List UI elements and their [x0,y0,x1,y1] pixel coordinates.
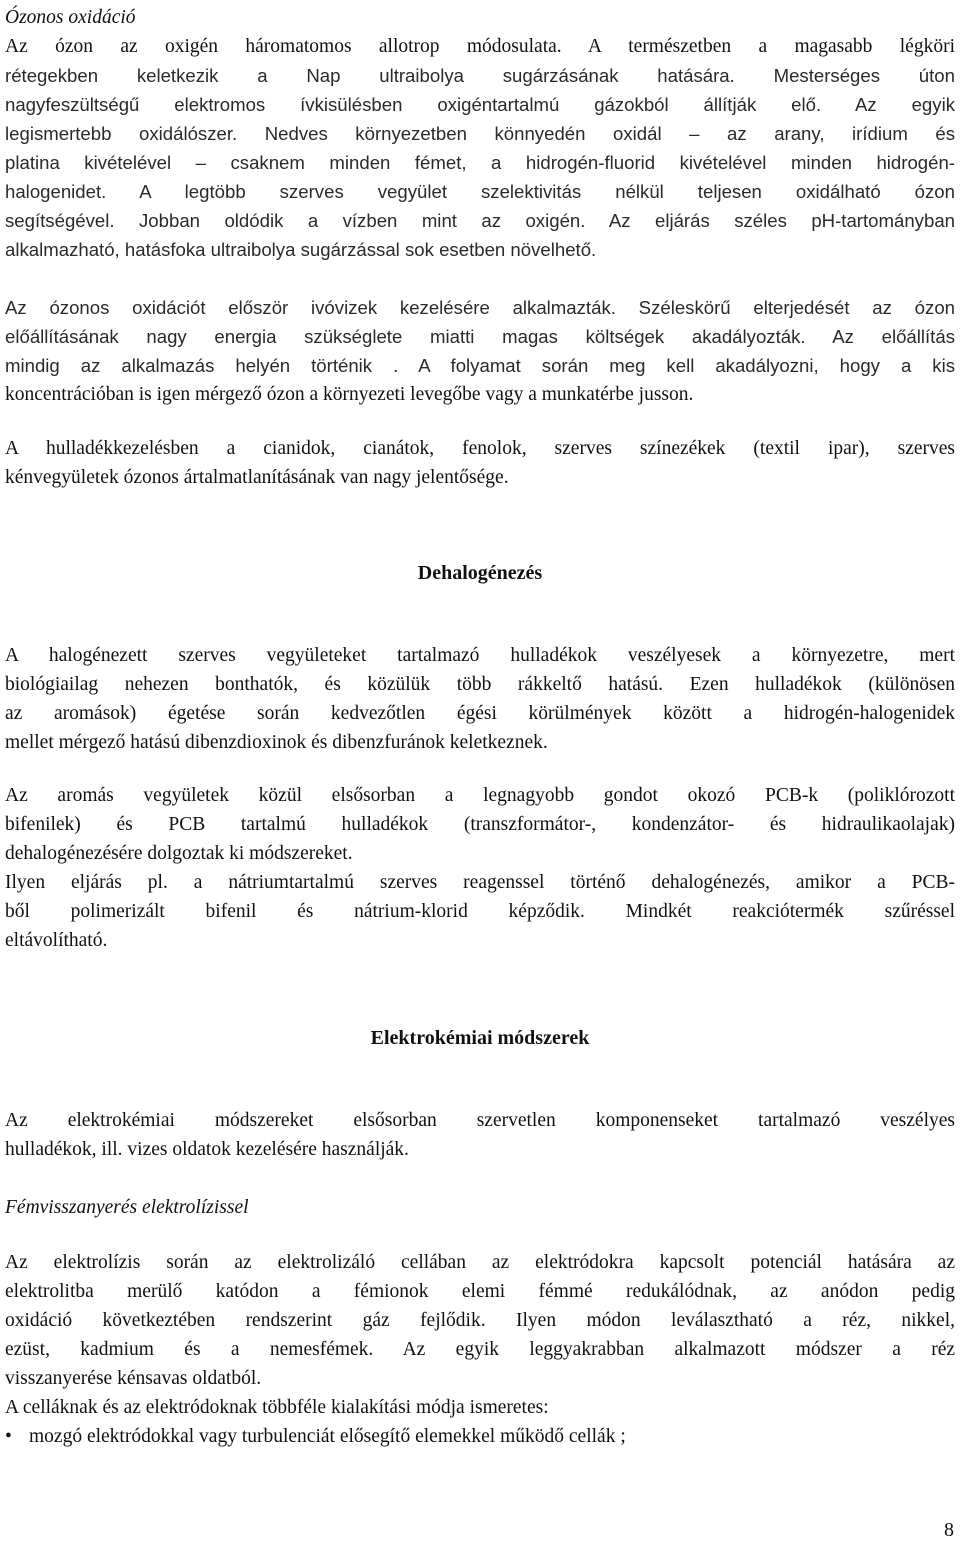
bullet-text: mozgó elektródokkal vagy turbulenciát elősegítő elemekkel működő cellák ; [29,1426,626,1447]
text-line: ezüst, kadmium és a nemesfémek. Az egyik leggyakrabban alkalmazott módszer a réz [5,1339,955,1360]
text-line: segítségével. Jobban oldódik a vízben mint az oxigén. Az eljárás széles pH-tartományban [5,210,955,231]
text-line: rétegekben keletkezik a Nap ultraibolya sugárzásának hatására. Mesterséges úton [5,65,955,86]
text-line: platina kivételével – csaknem minden fémet, a hidrogén-fluorid kivételével minden hidrogén- [5,152,955,173]
text-line: mindig az alkalmazás helyén történik . A folyamat során meg kell akadályozni, hogy a kis [5,355,955,376]
subsection-title-metal-recovery: Fémvisszanyerés elektrolízissel [5,1197,249,1218]
text-line: Ilyen eljárás pl. a nátriumtartalmú szerves reagenssel történő dehalogénezés, amikor a PCB- [5,872,955,893]
section-heading-electrochemical: Elektrokémiai módszerek [370,1027,590,1049]
text-line: ből polimerizált bifenil és nátrium-klorid képződik. Mindkét reakciótermék szűréssel [5,901,955,922]
text-line: visszanyerése kénsavas oldatból. [5,1368,262,1389]
text-line: bifenilek) és PCB tartalmú hulladékok (transzformátor-, kondenzátor- és hidraulikaolajak) [5,814,955,835]
text-line: halogenidet. A legtöbb szerves vegyület szelektivitás nélkül teljesen oxidálható ózon [5,181,955,202]
text-line: az aromások) égetése során kedvezőtlen égési körülmények között a hidrogén-halogenidek [5,703,955,724]
bullet-list-item [5,1422,955,1451]
text-line: Az ózonos oxidációt először ivóvizek kezelésére alkalmazták. Széleskörű elterjedését az ózon [5,297,955,318]
text-line: A halogénezett szerves vegyületeket tartalmazó hulladékok veszélyesek a környezetre, mert [5,645,955,666]
text-line: előállításának nagy energia szükséglete miatti magas költségek akadályozták. Az előállítás [5,326,955,347]
page-number: 8 [944,1519,954,1541]
text-line: Az ózon az oxigén háromatomos allotrop módosulata. A természetben a magasabb légköri [5,36,955,57]
text-line: Az aromás vegyületek közül elsősorban a legnagyobb gondot okozó PCB-k (poliklórozott [5,785,955,806]
text-line: Az elektrokémiai módszereket elsősorban szervetlen komponenseket tartalmazó veszélyes [5,1110,955,1131]
text-line: A hulladékkezelésben a cianidok, cianátok, fenolok, szerves színezékek (textil ipar), szerves [5,438,955,459]
text-line: eltávolítható. [5,930,108,951]
text-line: kénvegyületek ózonos ártalmatlanításának van nagy jelentősége. [5,467,509,488]
text-line: koncentrációban is igen mérgező ózon a környezeti levegőbe vagy a munkatérbe jusson. [5,384,694,405]
text-line: dehalogénezésére dolgoztak ki módszereket. [5,843,353,864]
text-line: nagyfeszültségű elektromos ívkisülésben oxigéntartalmú gázokból állítják elő. Az egyik [5,94,955,115]
text-line: alkalmazható, hatásfoka ultraibolya sugárzással sok esetben növelhető. [5,239,597,260]
text-line: A celláknak és az elektródoknak többféle kialakítási módja ismeretes: [5,1397,549,1418]
section-title-ozone: Ózonos oxidáció [5,7,136,28]
text-line: biológiailag nehezen bonthatók, és közülük több rákkeltő hatású. Ezen hulladékok (különösen [5,674,955,695]
bullet-icon: • [5,1426,12,1447]
text-line: legismertebb oxidálószer. Nedves környezetben könnyedén oxidál – az arany, irídium és [5,123,955,144]
text-line: hulladékok, ill. vizes oldatok kezelésére használják. [5,1139,409,1160]
text-line: oxidáció következtében rendszerint gáz fejlődik. Ilyen módon leválasztható a réz, nikkel, [5,1310,955,1331]
text-line: Az elektrolízis során az elektrolizáló cellában az elektródokra kapcsolt potenciál hatására az [5,1252,955,1273]
text-line: mellet mérgező hatású dibenzdioxinok és dibenzfuránok keletkeznek. [5,732,548,753]
section-heading-dehalogenation: Dehalogénezés [417,562,543,584]
text-line: elektrolitba merülő katódon a fémionok elemi fémmé redukálódnak, az anódon pedig [5,1281,955,1302]
